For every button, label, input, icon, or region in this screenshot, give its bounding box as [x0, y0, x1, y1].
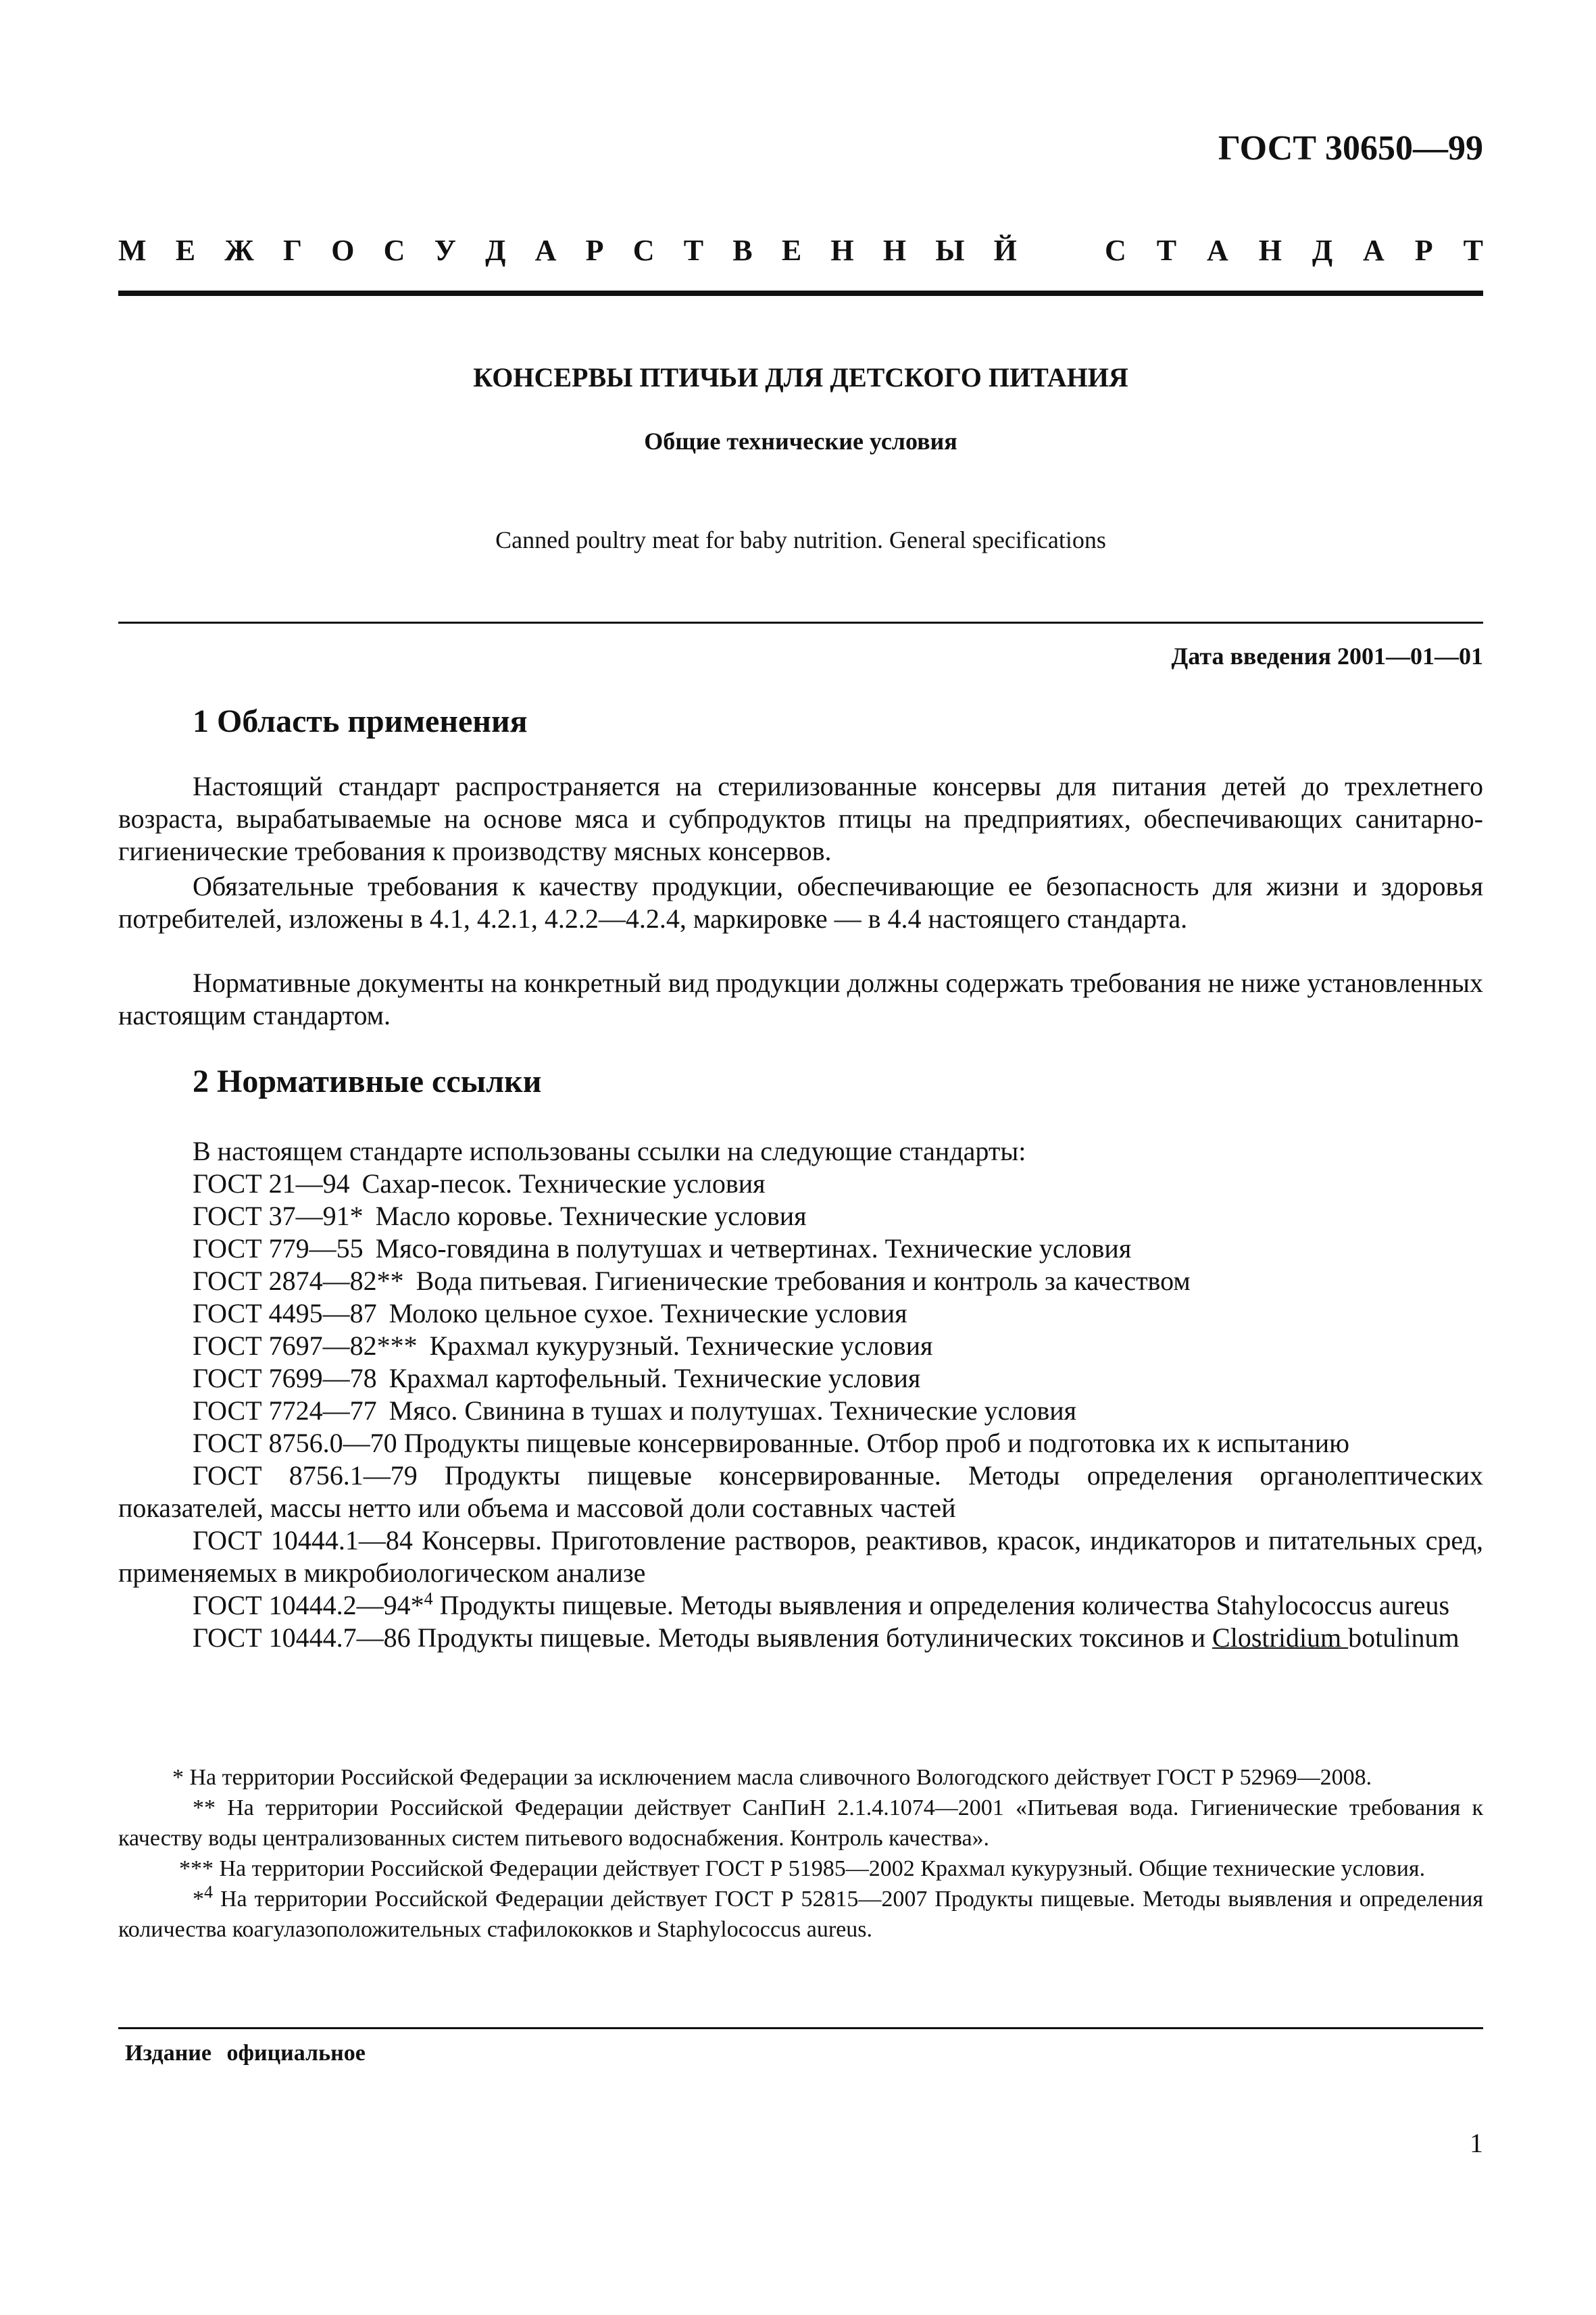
- footnotes: [118, 1762, 1483, 1945]
- header-rule: [118, 291, 1483, 296]
- reference-text: ГОСТ 10444.7—86 Продукты пищевые. Методы выявления ботулинических токсинов и: [193, 1622, 1213, 1653]
- banner-letter: Т: [1156, 234, 1177, 267]
- reference-title: Мясо. Свинина в тушах и полутушах. Технические условия: [389, 1395, 1077, 1426]
- reference-gost-10444-1: ГОСТ 10444.1—84 Консервы. Приготовление растворов, реактивов, красок, индикаторов и питательных сред, применяемых в микробиологическом анализе: [118, 1525, 1483, 1588]
- footnote-mark: *: [172, 1765, 184, 1790]
- banner-letter: У: [434, 234, 456, 267]
- reference-item: [118, 1362, 1483, 1395]
- section-1-paragraph-3: Нормативные документы на конкретный вид продукции должны содержать требования не ниже установленных настоящим стандартом.: [118, 968, 1483, 1030]
- banner-letter: О: [331, 234, 355, 267]
- banner-letter: Ж: [224, 234, 254, 267]
- reference-code: ГОСТ 2874—82**: [193, 1266, 404, 1296]
- section-1-paragraph-1: Настоящий стандарт распространяется на стерилизованные консервы для питания детей до трехлетнего возраста, вырабатываемые на основе мяса и субпродуктов птицы на предприятиях, обеспечивающих санитарно-гигиенические требования к производству мясных консервов.: [118, 771, 1483, 866]
- banner-letter: М: [118, 234, 147, 267]
- reference-gost-10444-2: [118, 1589, 1483, 1622]
- banner-word-standard: [1105, 233, 1483, 268]
- reference-item: [118, 1395, 1483, 1427]
- banner-letter: Д: [485, 234, 506, 267]
- gost-number: ГОСТ 30650—99: [1218, 129, 1483, 168]
- reference-gost-8756-1: ГОСТ 8756.1—79 Продукты пищевые консервированные. Методы определения органолептических показателей, массы нетто или объема и массовой доли составных частей: [118, 1460, 1483, 1523]
- banner-letter: А: [534, 234, 557, 267]
- reference-item: [118, 1330, 1483, 1362]
- banner-letter: Н: [1258, 234, 1282, 267]
- banner-letter: С: [632, 234, 655, 267]
- footnote-text: На территории Российской Федерации за исключением масла сливочного Вологодского действует ГОСТ Р 52969—2008.: [184, 1765, 1372, 1790]
- reference-species: botulinum: [1348, 1622, 1460, 1653]
- footnote-superscript: 4: [424, 1589, 433, 1609]
- footnote-text: На территории Российской Федерации действует ГОСТ Р 51985—2002 Крахмал кукурузный. Общие технические условия.: [214, 1856, 1426, 1881]
- page-number: 1: [1470, 2128, 1483, 2158]
- reference-items: [118, 1168, 1483, 1427]
- reference-gost-10444-7: [118, 1622, 1483, 1654]
- section-2-heading: 2 Нормативные ссылки: [193, 1064, 542, 1099]
- section-1-heading: 1 Область применения: [193, 703, 528, 739]
- reference-code: ГОСТ 21—94: [193, 1168, 350, 1199]
- interstate-standard-banner: [118, 233, 1483, 268]
- banner-letter: Н: [882, 234, 907, 267]
- reference-item: [118, 1265, 1483, 1297]
- reference-code: ГОСТ 7724—77: [193, 1395, 377, 1426]
- reference-title: Молоко цельное сухое. Технические условия: [389, 1298, 907, 1328]
- footnote-superscript: 4: [204, 1882, 213, 1902]
- footer-rule: [118, 2027, 1483, 2029]
- banner-letter: Г: [283, 234, 303, 267]
- footnote-3: [118, 1853, 1483, 1884]
- banner-letter: Д: [1312, 234, 1333, 267]
- banner-letter: Й: [993, 234, 1017, 267]
- footnote-2: [118, 1793, 1483, 1853]
- footnote-4: [118, 1884, 1483, 1945]
- reference-item: [118, 1200, 1483, 1233]
- section-1-paragraph-2: Обязательные требования к качеству продукции, обеспечивающие ее безопасность для жизни и здоровья потребителей, изложены в 4.1, 4.2.1, 4.2.2—4.2.4, маркировке — в 4.4 настоящего стандарта.: [118, 871, 1483, 934]
- reference-code: ГОСТ 10444.2—94*: [193, 1590, 424, 1620]
- banner-letter: С: [383, 234, 405, 267]
- reference-title: Мясо-говядина в полутушах и четвертинах. Технические условия: [375, 1233, 1132, 1264]
- banner-letter: С: [1105, 234, 1126, 267]
- document-subtitle: Общие технические условия: [644, 428, 957, 455]
- footnote-text: На территории Российской Федерации действует СанПиН 2.1.4.1074—2001 «Питьевая вода. Гигиенические требования к качеству воды централизованных систем питьевого водоснабжения. Контроль качества».: [118, 1795, 1483, 1851]
- title-rule: [118, 622, 1483, 624]
- banner-letter: Е: [175, 234, 196, 267]
- reference-code: ГОСТ 37—91*: [193, 1201, 364, 1231]
- reference-title: Крахмал кукурузный. Технические условия: [429, 1330, 933, 1361]
- banner-letter: Ы: [935, 234, 965, 267]
- normative-references-list: [118, 1135, 1483, 1654]
- banner-letter: Т: [683, 234, 704, 267]
- footnote-mark: ***: [179, 1856, 214, 1881]
- banner-letter: Т: [1463, 234, 1483, 267]
- banner-letter: В: [732, 234, 753, 267]
- footnote-mark: **: [193, 1795, 216, 1820]
- reference-code: ГОСТ 779—55: [193, 1233, 364, 1264]
- introduction-date: Дата введения 2001—01—01: [1171, 643, 1483, 670]
- reference-title: Масло коровье. Технические условия: [375, 1201, 807, 1231]
- reference-item: [118, 1297, 1483, 1330]
- reference-item: [118, 1168, 1483, 1200]
- footnote-1: [118, 1762, 1483, 1793]
- banner-word-interstate: [118, 233, 1017, 268]
- reference-genus: Clostridium: [1212, 1622, 1349, 1653]
- reference-code: ГОСТ 7699—78: [193, 1363, 377, 1393]
- reference-code: ГОСТ 4495—87: [193, 1298, 377, 1328]
- reference-title: Вода питьевая. Гигиенические требования и контроль за качеством: [416, 1266, 1191, 1296]
- footnote-mark: *: [193, 1887, 204, 1912]
- banner-letter: Н: [830, 234, 854, 267]
- banner-letter: Р: [1414, 234, 1433, 267]
- document-title: КОНСЕРВЫ ПТИЧЬИ ДЛЯ ДЕТСКОГО ПИТАНИЯ: [473, 362, 1128, 393]
- references-intro: В настоящем стандарте использованы ссылки на следующие стандарты:: [193, 1136, 1026, 1166]
- reference-gost-8756-0: ГОСТ 8756.0—70 Продукты пищевые консервированные. Отбор проб и подготовка их к испытанию: [193, 1428, 1349, 1458]
- reference-code: ГОСТ 7697—82***: [193, 1330, 418, 1361]
- banner-letter: А: [1363, 234, 1385, 267]
- banner-letter: Р: [585, 234, 604, 267]
- official-edition-label: Издание официальное: [125, 2041, 366, 2066]
- english-title: Canned poultry meat for baby nutrition. General specifications: [495, 526, 1106, 553]
- banner-letter: А: [1206, 234, 1228, 267]
- banner-letter: Е: [781, 234, 802, 267]
- footnote-text: На территории Российской Федерации действует ГОСТ Р 52815—2007 Продукты пищевые. Методы выявления и определения количества коагулазоположительных стафилококков и Staphylococcus aureus.: [118, 1887, 1483, 1942]
- reference-title: Крахмал картофельный. Технические условия: [389, 1363, 921, 1393]
- reference-title: Сахар-песок. Технические условия: [361, 1168, 766, 1199]
- reference-title: Продукты пищевые. Методы выявления и определения количества Stahylococcus aureus: [432, 1590, 1450, 1620]
- reference-item: [118, 1233, 1483, 1265]
